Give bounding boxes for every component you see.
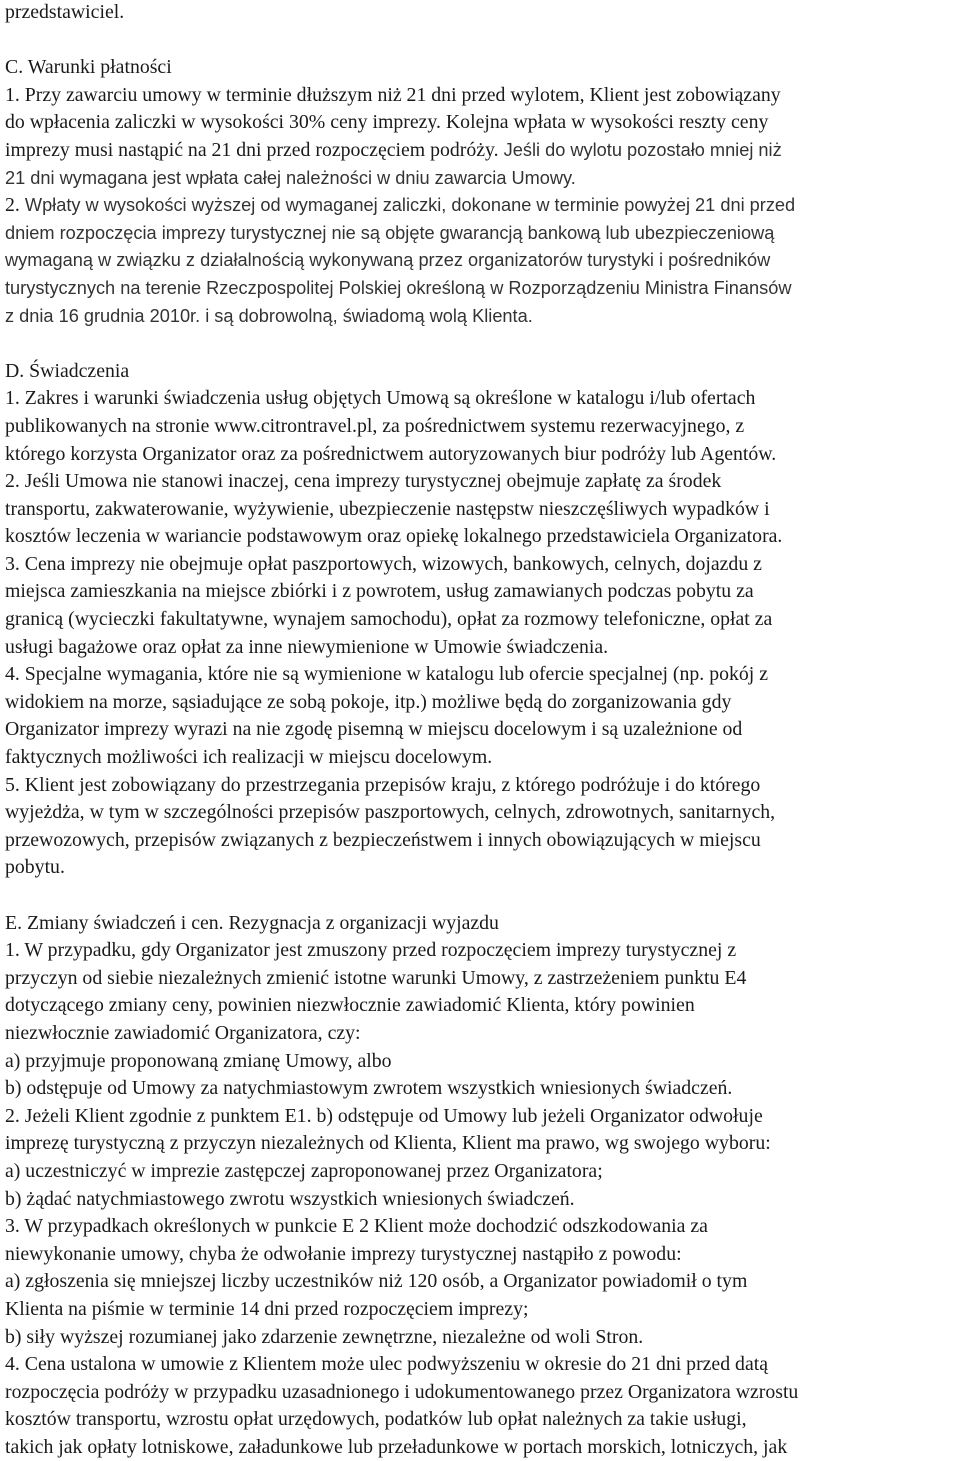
- text-line: [5, 137, 955, 165]
- text-line: przedstawiciel.: [5, 1, 125, 23]
- text-line: wyjeżdża, w tym w szczególności przepisów paszportowych, celnych, zdrowotnych, sanitarnych,: [5, 801, 776, 824]
- paragraph-gap: [5, 27, 955, 55]
- text-line: pobytu.: [5, 856, 65, 879]
- text-line: a) uczestniczyć w imprezie zastępczej zaproponowanej przez Organizatora;: [5, 1159, 603, 1182]
- text-line: 3. W przypadkach określonych w punkcie E 2 Klient może dochodzić odszkodowania za: [5, 1215, 708, 1238]
- text-line: 3. Cena imprezy nie obejmuje opłat paszportowych, wizowych, bankowych, celnych, dojazdu z: [5, 552, 762, 575]
- paragraph-gap: [5, 330, 955, 358]
- text-line: niewykonanie umowy, chyba że odwołanie imprezy turystycznej nastąpiło z powodu:: [5, 1242, 682, 1265]
- text-fragment: 2.: [5, 194, 20, 217]
- text-line: b) siły wyższej rozumianej jako zdarzenie zewnętrzne, niezależne od woli Stron.: [5, 1325, 644, 1348]
- text-line: 1. Zakres i warunki świadczenia usług objętych Umową są określone w katalogu i/lub ofertach: [5, 387, 756, 410]
- text-line: miejsca zamieszkania na miejsce zbiórki i z powrotem, usług zamawianych podczas pobytu za: [5, 580, 754, 603]
- text-line-sans: dniem rozpoczęcia imprezy turystycznej nie są objęte gwarancją bankową lub ubezpieczeniową: [5, 222, 775, 243]
- text-line: do wpłacenia zaliczki w wysokości 30% ceny imprezy. Kolejna wpłata w wysokości reszty ceny: [5, 111, 769, 134]
- text-line: przewozowych, przepisów związanych z bezpieczeństwem i innych obowiązujących w miejscu: [5, 828, 761, 851]
- section-heading-d: D. Świadczenia: [5, 359, 130, 382]
- text-line-sans: wymaganą w związku z działalnością wykonywaną przez organizatorów turystyki i pośredników: [5, 250, 771, 271]
- text-line: dotyczącego zmiany ceny, powinien niezwłocznie zawiadomić Klienta, który powinien: [5, 994, 695, 1017]
- text-line: widokiem na morze, sąsiadujące ze sobą pokoje, itp.) możliwe będą do zorganizowania gdy: [5, 690, 732, 713]
- text-line: imprezę turystyczną z przyczyn niezależnych od Klienta, Klient ma prawo, wg swojego wyboru:: [5, 1132, 771, 1155]
- text-line: Organizator imprezy wyrazi na nie zgodę pisemną w miejscu docelowym i są uzależnione od: [5, 718, 743, 741]
- text-line: 1. W przypadku, gdy Organizator jest zmuszony przed rozpoczęciem imprezy turystycznej z: [5, 939, 737, 962]
- text-line-sans: z dnia 16 grudnia 2010r. i są dobrowolną, świadomą wolą Klienta.: [5, 305, 533, 326]
- text-line-sans: turystycznych na terenie Rzeczpospolitej Polskiej określoną w Rozporządzeniu Ministra Finansów: [5, 277, 792, 298]
- text-line: niezwłocznie zawiadomić Organizatora, czy:: [5, 1021, 361, 1044]
- document-page: [5, 0, 955, 1461]
- text-line: kosztów leczenia w wariancie podstawowym oraz opiekę lokalnego przedstawiciela Organizatora.: [5, 525, 783, 548]
- text-line: publikowanych na stronie www.citrontravel.pl, za pośrednictwem systemu rezerwacyjnego, z: [5, 414, 745, 437]
- text-line: 2. Jeśli Umowa nie stanowi inaczej, cena imprezy turystycznej obejmuje zapłatę za środek: [5, 470, 722, 493]
- text-line: granicą (wycieczki fakultatywne, wynajem samochodu), opłat za rozmowy telefoniczne, opłat za: [5, 608, 773, 631]
- text-fragment-sans: Wpłaty w wysokości wyższej od wymaganej zaliczki, dokonane w terminie powyżej 21 dni przed: [19, 195, 796, 216]
- text-fragment-sans: Jeśli do wylotu pozostało mniej niż: [498, 139, 782, 160]
- section-heading-c: C. Warunki płatności: [5, 56, 172, 79]
- text-line: rozpoczęcia podróży w przypadku uzasadnionego i udokumentowanego przez Organizatora wzrostu: [5, 1380, 799, 1403]
- text-line-sans: 21 dni wymagana jest wpłata całej należności w dniu zawarcia Umowy.: [5, 167, 576, 188]
- text-fragment: imprezy musi nastąpić na 21 dni przed rozpoczęciem podróży.: [5, 138, 499, 161]
- text-line: takich jak opłaty lotniskowe, załadunkowe lub przeładunkowe w portach morskich, lotniczych, jak: [5, 1435, 788, 1458]
- text-line: 1. Przy zawarciu umowy w terminie dłuższym niż 21 dni przed wylotem, Klient jest zobowiązany: [5, 83, 781, 106]
- text-line: 5. Klient jest zobowiązany do przestrzegania przepisów kraju, z którego podróżuje i do którego: [5, 773, 761, 796]
- text-line: którego korzysta Organizator oraz za pośrednictwem autoryzowanych biur podróży lub Agentów.: [5, 442, 777, 465]
- text-line: 4. Cena ustalona w umowie z Klientem może ulec podwyższeniu w okresie do 21 dni przed datą: [5, 1353, 768, 1376]
- text-line: a) zgłoszenia się mniejszej liczby uczestników niż 120 osób, a Organizator powiadomił o tym: [5, 1270, 748, 1293]
- section-heading-e: E. Zmiany świadczeń i cen. Rezygnacja z organizacji wyjazdu: [5, 911, 499, 934]
- paragraph-gap: [5, 882, 955, 910]
- text-line: transportu, zakwaterowanie, wyżywienie, ubezpieczenie następstw nieszczęśliwych wypadków i: [5, 497, 770, 520]
- text-line: usługi bagażowe oraz opłat za inne niewymienione w Umowie świadczenia.: [5, 635, 609, 658]
- text-line: faktycznych możliwości ich realizacji w miejscu docelowym.: [5, 746, 493, 769]
- text-line: b) odstępuje od Umowy za natychmiastowym zwrotem wszystkich wniesionych świadczeń.: [5, 1077, 733, 1100]
- text-line: a) przyjmuje proponowaną zmianę Umowy, albo: [5, 1049, 392, 1072]
- text-line: kosztów transportu, wzrostu opłat urzędowych, podatków lub opłat należnych za takie usługi,: [5, 1408, 747, 1431]
- text-line: [5, 192, 955, 220]
- text-line: przyczyn od siebie niezależnych zmienić istotne warunki Umowy, z zastrzeżeniem punktu E4: [5, 966, 747, 989]
- text-line: 4. Specjalne wymagania, które nie są wymienione w katalogu lub ofercie specjalnej (np. pokój z: [5, 663, 768, 686]
- text-line: 2. Jeżeli Klient zgodnie z punktem E1. b) odstępuje od Umowy lub jeżeli Organizator odwołuje: [5, 1104, 763, 1127]
- text-line: Klienta na piśmie w terminie 14 dni przed rozpoczęciem imprezy;: [5, 1297, 529, 1320]
- text-line: b) żądać natychmiastowego zwrotu wszystkich wniesionych świadczeń.: [5, 1187, 575, 1210]
